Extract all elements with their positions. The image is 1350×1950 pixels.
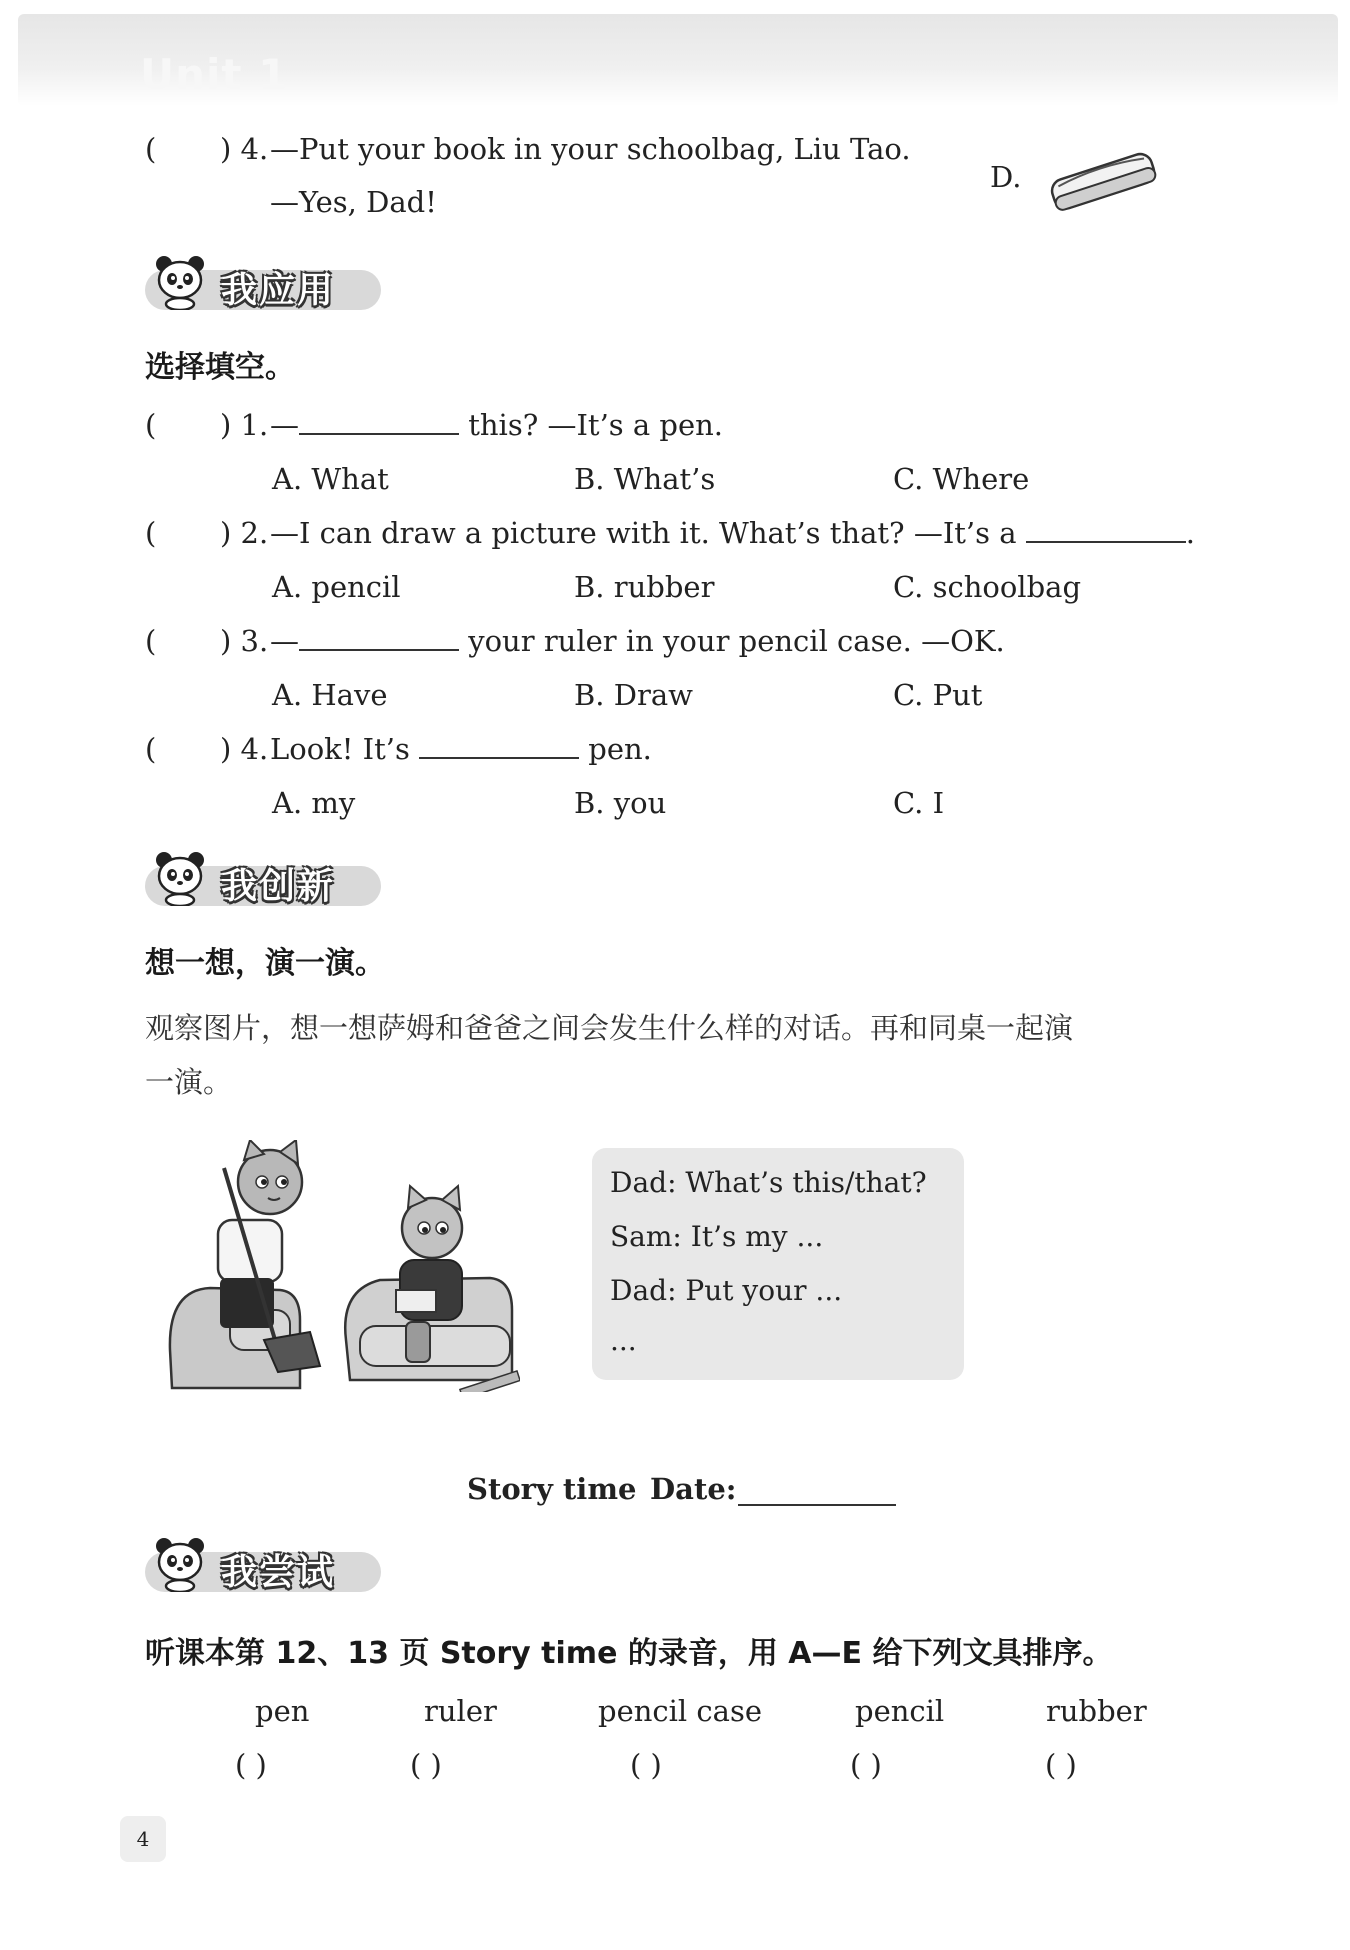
question-text (270, 624, 1005, 658)
question-suffix: . (1185, 516, 1195, 550)
item-label-pencil: pencil (855, 1694, 945, 1728)
pencil-case-image (1045, 150, 1163, 212)
answer-paren-open: ( (145, 408, 157, 442)
option-a: A. Have (272, 678, 388, 712)
story-time-title: Story time (467, 1472, 637, 1506)
unit-header-band (18, 14, 1338, 106)
dialog-line: ... (610, 1324, 637, 1357)
badge-label: 我应用 (221, 270, 336, 311)
answer-paren-open: ( (145, 516, 157, 550)
instruction-body: 观察图片，想一想萨姆和爸爸之间会发生什么样的对话。再和同桌一起演 (145, 1011, 1074, 1045)
answer-paren-open: ( (145, 732, 157, 766)
option-b: B. rubber (574, 570, 715, 604)
fill-blank[interactable] (299, 627, 459, 651)
instruction-title: 听课本第 12、13 页 Story time 的录音，用 A—E 给下列文具排序。 (145, 1636, 1113, 1671)
fill-blank[interactable] (299, 411, 459, 435)
answer-paren-box[interactable]: ( ) (235, 1748, 267, 1782)
option-c: C. Put (893, 678, 983, 712)
question-suffix: pen. (579, 732, 652, 766)
option-a: A. my (272, 786, 356, 820)
fill-blank[interactable] (1026, 519, 1186, 543)
option-b: B. Draw (574, 678, 693, 712)
page-number: 4 (120, 1816, 166, 1862)
date-label: Date: (650, 1472, 737, 1506)
question-number: ) 1. (220, 408, 269, 442)
option-c: C. I (893, 786, 945, 820)
question-number: ) 2. (220, 516, 269, 550)
answer-paren-box[interactable]: ( ) (850, 1748, 882, 1782)
dialog-line: Dad: Put your ... (610, 1274, 843, 1307)
option-c: C. Where (893, 462, 1030, 496)
option-b: B. What’s (574, 462, 716, 496)
dialog-prompt-box (592, 1148, 964, 1380)
question-prefix: Look! It’s (270, 732, 420, 766)
question-text (270, 732, 652, 766)
question-suffix: this? —It’s a pen. (459, 408, 724, 442)
panda-icon (151, 1534, 209, 1592)
answer-paren-box[interactable]: ( ) (410, 1748, 442, 1782)
question-line: —Put your book in your schoolbag, Liu Tao. (270, 132, 911, 166)
instruction-title: 选择填空。 (145, 350, 295, 385)
section-badge-create (145, 848, 383, 908)
answer-paren-open: ( (145, 132, 157, 166)
option-b: B. you (574, 786, 667, 820)
dialog-line: Dad: What’s this/that? (610, 1166, 927, 1199)
date-blank[interactable] (738, 1482, 896, 1506)
fill-blank[interactable] (419, 735, 579, 759)
question-number: ) 4. (220, 732, 269, 766)
question-number: ) 3. (220, 624, 269, 658)
option-c: C. schoolbag (893, 570, 1082, 604)
instruction-body: 一演。 (145, 1065, 233, 1099)
question-text (270, 408, 723, 442)
question-prefix: — (270, 408, 299, 442)
section-badge-try (145, 1534, 383, 1594)
instruction-title: 想一想，演一演。 (145, 946, 385, 981)
question-prefix: — (270, 624, 299, 658)
option-label-d: D. (990, 160, 1022, 194)
answer-paren-box[interactable]: ( ) (1045, 1748, 1077, 1782)
option-a: A. What (272, 462, 389, 496)
item-label-pencil-case: pencil case (598, 1694, 762, 1728)
badge-label: 我创新 (221, 866, 336, 907)
item-label-pen: pen (255, 1694, 310, 1728)
question-number: ) 4. (220, 132, 269, 166)
dialog-line: Sam: It’s my ... (610, 1220, 824, 1253)
question-prefix: —I can draw a picture with it. What’s that? —It’s a (270, 516, 1026, 550)
badge-label: 我尝试 (221, 1552, 336, 1593)
question-text (270, 516, 1195, 550)
unit-label: Unit 1 (140, 50, 289, 99)
dad-and-sam-illustration (160, 1140, 520, 1392)
question-suffix: your ruler in your pencil case. —OK. (459, 624, 1005, 658)
panda-icon (151, 848, 209, 906)
section-badge-apply (145, 252, 383, 312)
panda-icon (151, 252, 209, 310)
item-label-rubber: rubber (1046, 1694, 1147, 1728)
item-label-ruler: ruler (424, 1694, 497, 1728)
answer-paren-open: ( (145, 624, 157, 658)
answer-paren-box[interactable]: ( ) (630, 1748, 662, 1782)
question-line: —Yes, Dad! (270, 185, 437, 219)
option-a: A. pencil (272, 570, 401, 604)
